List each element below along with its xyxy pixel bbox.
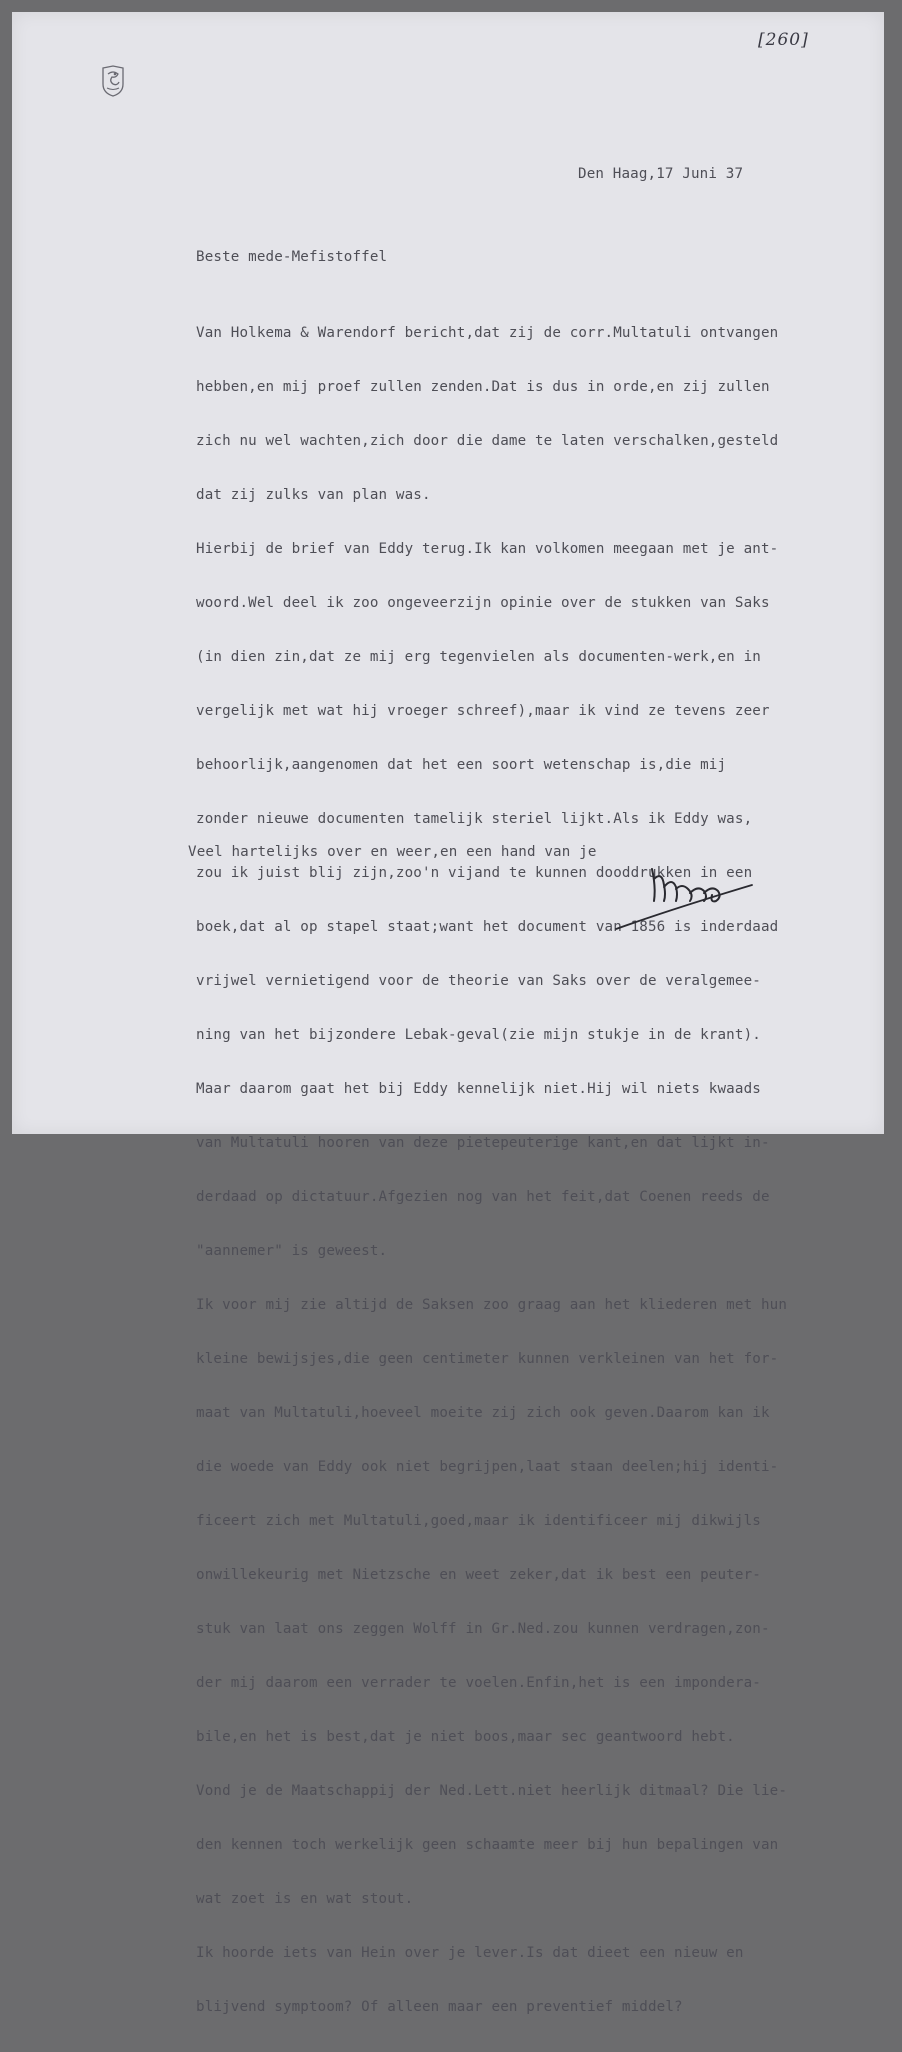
body-line: Hierbij de brief van Eddy terug.Ik kan volkomen meegaan met je ant-: [196, 541, 779, 557]
salutation: Beste mede-Mefistoffel: [196, 249, 388, 265]
body-line: behoorlijk,aangenomen dat het een soort wetenschap is,die mij: [196, 757, 727, 773]
body-line: "aannemer" is geweest.: [196, 1243, 388, 1259]
body-line: ficeert zich met Multatuli,goed,maar ik identificeer mij dikwijls: [196, 1513, 761, 1529]
body-line: vrijwel vernietigend voor de theorie van Saks over de veralgemee-: [196, 973, 761, 989]
body-line: Ik hoorde iets van Hein over je lever.Is dat dieet een nieuw en: [196, 1945, 744, 1961]
body-line: zou ik juist blij zijn,zoo'n vijand te kunnen dooddrukken in een: [196, 865, 753, 881]
body-line: Vond je de Maatschappij der Ned.Lett.niet heerlijk ditmaal? Die lie-: [196, 1783, 788, 1799]
body-line: die woede van Eddy ook niet begrijpen,laat staan deelen;hij identi-: [196, 1459, 779, 1475]
handwritten-signature: [612, 857, 762, 939]
body-line: ning van het bijzondere Lebak-geval(zie mijn stukje in de krant).: [196, 1027, 761, 1043]
body-line: woord.Wel deel ik zoo ongeveerzijn opinie over de stukken van Saks: [196, 595, 770, 611]
body-line: blijvend symptoom? Of alleen maar een preventief middel?: [196, 1999, 683, 2015]
body-line: bile,en het is best,dat je niet boos,maar sec geantwoord hebt.: [196, 1729, 735, 1745]
body-line: wat zoet is en wat stout.: [196, 1891, 414, 1907]
body-line: vergelijk met wat hij vroeger schreef),maar ik vind ze tevens zeer: [196, 703, 770, 719]
body-line: onwillekeurig met Nietzsche en weet zeker,dat ik best een peuter-: [196, 1567, 761, 1583]
body-line: zonder nieuwe documenten tamelijk steriel lijkt.Als ik Eddy was,: [196, 811, 753, 827]
body-line: der mij daarom een verrader te voelen.Enfin,het is een imponderа-: [196, 1675, 761, 1691]
letter-page: [12, 12, 884, 2015]
body-line: van Multatuli hooren van deze pietepeuterige kant,en dat lijkt in-: [196, 1135, 770, 1151]
body-line: (in dien zin,dat ze mij erg tegenvielen als documenten-werk,en in: [196, 649, 761, 665]
letter-body: [196, 288, 787, 2052]
date-line: Den Haag,17 Juni 37: [578, 166, 744, 182]
body-line: den kennen toch werkelijk geen schaamte meer bij hun bepalingen van: [196, 1837, 779, 1853]
archive-number: [260]: [758, 30, 809, 50]
body-line: hebben,en mij proef zullen zenden.Dat is dus in orde,en zij zullen: [196, 379, 770, 395]
closing-line: Veel hartelijks over en weer,en een hand van je: [188, 844, 597, 860]
body-line: maat van Multatuli,hoeveel moeite zij zich ook geven.Daarom kan ik: [196, 1405, 770, 1421]
body-line: derdaad op dictatuur.Afgezien nog van het feit,dat Coenen reeds de: [196, 1189, 770, 1205]
body-line: dat zij zulks van plan was.: [196, 487, 431, 503]
body-line: zich nu wel wachten,zich door die dame te laten verschalken,gesteld: [196, 433, 779, 449]
body-line: stuk van laat ons zeggen Wolff in Gr.Ned.zou kunnen verdragen,zon-: [196, 1621, 770, 1637]
body-line: Van Holkema & Warendorf bericht,dat zij de corr.Multatuli ontvangen: [196, 325, 779, 341]
body-line: Ik voor mij zie altijd de Saksen zoo graag aan het kliederen met hun: [196, 1297, 788, 1313]
body-line: Maar daarom gaat het bij Eddy kennelijk niet.Hij wil niets kwaads: [196, 1081, 761, 1097]
body-line: boek,dat al op stapel staat;want het document van 1856 is inderdaad: [196, 919, 779, 935]
body-line: kleine bewijsjes,die geen centimeter kunnen verkleinen van het for-: [196, 1351, 779, 1367]
letterhead-emblem-icon: [100, 64, 126, 98]
